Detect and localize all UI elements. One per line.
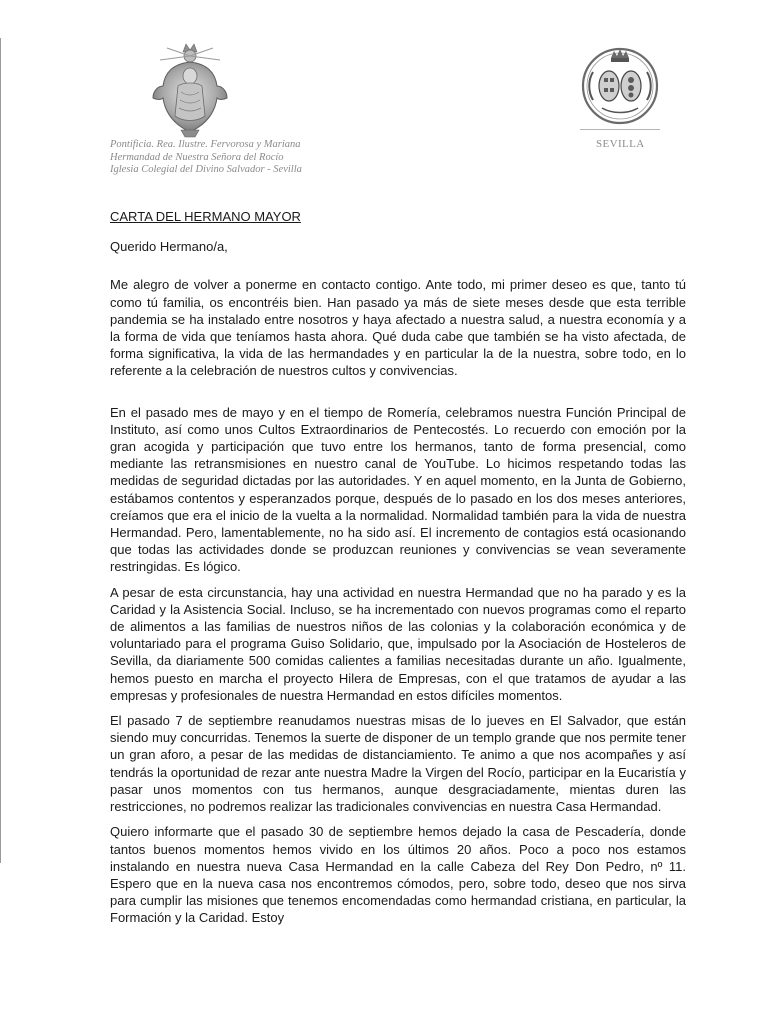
org-line: Pontificia. Rea. Ilustre. Fervorosa y Mariana <box>110 139 301 150</box>
brotherhood-name <box>110 139 302 177</box>
paragraph: Me alegro de volver a ponerme en contacto contigo. Ante todo, mi primer deseo es que, tanto tú como tú familia, os encontréis bien. Han pasado ya más de siete meses desde que esta terrible pandemia se ha instalado entre nosotros y haya afectado a nuestra salud, a nuestra economía y a la forma de vida que teníamos hasta ahora. Qué duda cabe que también se ha visto afectada, de forma significativa, la vida de las hermandades y en particular la de la nuestra, sobre todo, en lo referente a la celebración de nuestros cultos y convivencias. <box>110 277 686 379</box>
paragraph: Quiero informarte que el pasado 30 de septiembre hemos dejado la casa de Pescadería, donde tantos buenos momentos hemos vivido en los últimos 20 años. Poco a poco nos estamos instalando en nuestra nueva Casa Hermandad en la calle Cabeza del Rey Don Pedro, nº 11. Espero que en la nueva casa nos encontremos cómodos, pero, sobre todo, deseo que nos sirva para cumplir las misiones que tenemos encomendadas como hermandad cristiana, en particular, la Formación y la Caridad. Estoy <box>110 824 686 926</box>
org-line: Hermandad de Nuestra Señora del Rocío <box>110 151 284 163</box>
letter-greeting: Querido Hermano/a, <box>110 239 228 255</box>
seville-coat-of-arms-icon <box>578 42 662 126</box>
paragraph: El pasado 7 de septiembre reanudamos nuestras misas de lo jueves en El Salvador, que están siendo muy concurridas. Tenemos la suerte de disponer de un templo grande que nos permite tener un gran aforo, a pesar de las medidas de distanciamiento. Te animo a que nos acompañes y así tendrás la oportunidad de rezar ante nuestra Madre la Virgen del Rocío, participar en la Eucaristía y pasar unos momentos con tus hermanos, aunque desgraciadamente, mientas duren las restricciones, no podremos realizar las tradicionales convivencias en nuestra Casa Hermandad. <box>110 713 686 815</box>
letter-body <box>110 208 686 935</box>
emblem-underline <box>580 129 660 130</box>
virgin-emblem-icon <box>145 42 235 138</box>
city-label: SEVILLA <box>596 138 645 150</box>
page-left-border <box>0 38 1 863</box>
paragraph: A pesar de esta circunstancia, hay una actividad en nuestra Hermandad que no ha parado y es la Caridad y la Asistencia Social. Incluso, se ha incrementado con nuevos programas como el reparto de alimentos a las familias de nuestros niños de las colonias y la colaboración económica y de voluntariado para el programa Guiso Solidario, que, impulsado por la Asociación de Hosteleros de Sevilla, da diariamente 500 comidas calientes a familias necesitadas durante un año. Igualmente, hemos puesto en marcha el proyecto Hilera de Empresas, con el que tratamos de ayudar a las empresas y profesionales de nuestra Hermandad en estos difíciles momentos. <box>110 584 686 703</box>
org-line: Iglesia Colegial del Divino Salvador - Sevilla <box>110 164 302 175</box>
paragraph: En el pasado mes de mayo y en el tiempo de Romería, celebramos nuestra Función Principal de Instituto, así como unos Cultos Extraordinarios de Pentecostés. Lo recuerdo con emoción por la gran acogida y participación que tuvo entre los hermanos, tanto de forma presencial, como mediante las retransmisiones en nuestro canal de YouTube. Lo hicimos respetando todas las medidas de seguridad dictadas por las autoridades. Y en aquel momento, en la Junta de Gobierno, estábamos contentos y esperanzados porque, después de lo pasado en los dos meses anteriores, creíamos que era el inicio de la vuelta a la normalidad. Normalidad también para la vida de nuestra Hermandad. Pero, lamentablemente, no ha sido así. El incremento de contagios está ocasionando que todas las actividades donde se produzcan reuniones y convivencias se vean severamente restringidas. Es lógico. <box>110 404 686 575</box>
letter-title: CARTA DEL HERMANO MAYOR <box>110 209 301 224</box>
